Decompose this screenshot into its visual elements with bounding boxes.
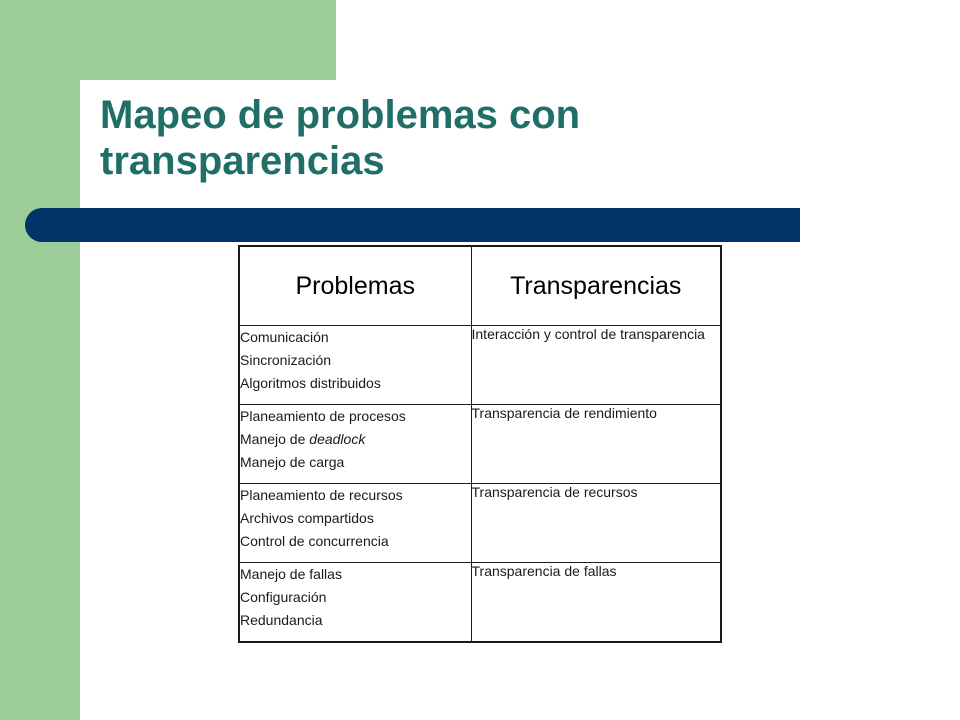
- problem-item: [240, 428, 471, 451]
- transparency-cell: Interacción y control de transparencia: [471, 326, 721, 405]
- problem-item: Sincronización: [240, 352, 332, 368]
- problem-item: Planeamiento de recursos: [240, 487, 403, 503]
- table-row: [239, 484, 721, 563]
- table-row: [239, 405, 721, 484]
- transparency-cell: Transparencia de rendimiento: [471, 405, 721, 484]
- header-problems: Problemas: [239, 246, 471, 326]
- problems-cell: [239, 326, 471, 405]
- problem-item: Comunicación: [240, 329, 329, 345]
- decorative-top-band: [80, 0, 336, 80]
- problems-transparencies-table: [238, 245, 722, 643]
- problem-item: Manejo de carga: [240, 454, 345, 470]
- decorative-left-band: [0, 0, 80, 720]
- problems-cell: [239, 405, 471, 484]
- problems-cell: [239, 563, 471, 643]
- problem-item: Control de concurrencia: [240, 533, 389, 549]
- problems-cell: [239, 484, 471, 563]
- slide-title: Mapeo de problemas con transparencias: [100, 93, 581, 183]
- problem-item-emphasis: deadlock: [309, 431, 366, 447]
- problem-item: Manejo de fallas: [240, 566, 342, 582]
- problem-item: Redundancia: [240, 612, 323, 628]
- problem-item-text: Manejo de: [240, 431, 310, 447]
- problem-item: Archivos compartidos: [240, 510, 374, 526]
- header-transparencies: Transparencias: [471, 246, 721, 326]
- problem-item: Planeamiento de procesos: [240, 408, 406, 424]
- problem-item: Configuración: [240, 589, 327, 605]
- problem-item: Algoritmos distribuidos: [240, 375, 381, 391]
- table-row: [239, 326, 721, 405]
- transparency-cell: Transparencia de recursos: [471, 484, 721, 563]
- table-header-row: [239, 246, 721, 326]
- table-row: [239, 563, 721, 643]
- transparency-cell: Transparencia de fallas: [471, 563, 721, 643]
- decorative-title-bar: [25, 208, 800, 242]
